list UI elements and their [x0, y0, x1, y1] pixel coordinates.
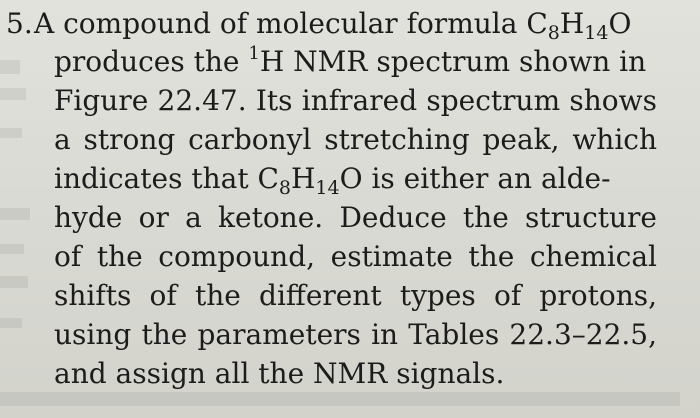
- text-segment: H: [290, 162, 316, 195]
- text-line-3: Figure 22.47. Its infrared spectrum shows: [54, 84, 657, 117]
- text-line-9: using the parameters in Tables 22.3–22.5,: [54, 318, 657, 351]
- text-line-7: of the compound, estimate the chemical: [54, 240, 657, 273]
- text-segment: produces the: [54, 45, 249, 78]
- text-segment: indicates that C: [54, 162, 279, 195]
- subscript: 14: [584, 22, 609, 44]
- text-segment: O: [608, 7, 632, 40]
- problem-number: 5.: [6, 7, 33, 40]
- text-line-6: hyde or a ketone. Deduce the structure: [54, 201, 657, 234]
- superscript: 1: [248, 43, 260, 64]
- subscript: 8: [547, 22, 560, 44]
- text-line-8: shifts of the different types of protons,: [54, 279, 657, 312]
- text-line-10: and assign all the NMR signals.: [54, 357, 505, 390]
- text-segment: H NMR spectrum shown in: [259, 45, 647, 78]
- subscript: 14: [315, 177, 340, 199]
- subscript: 8: [278, 177, 291, 199]
- text-line-4: a strong carbonyl stretching peak, which: [54, 123, 657, 156]
- text-segment: O is either an alde-: [339, 162, 611, 195]
- text-line-1: [34, 4, 631, 44]
- text-line-2: [54, 42, 646, 82]
- text-segment: A compound of molecular formula C: [34, 7, 548, 40]
- text-line-5: [54, 159, 611, 199]
- text-segment: H: [559, 7, 585, 40]
